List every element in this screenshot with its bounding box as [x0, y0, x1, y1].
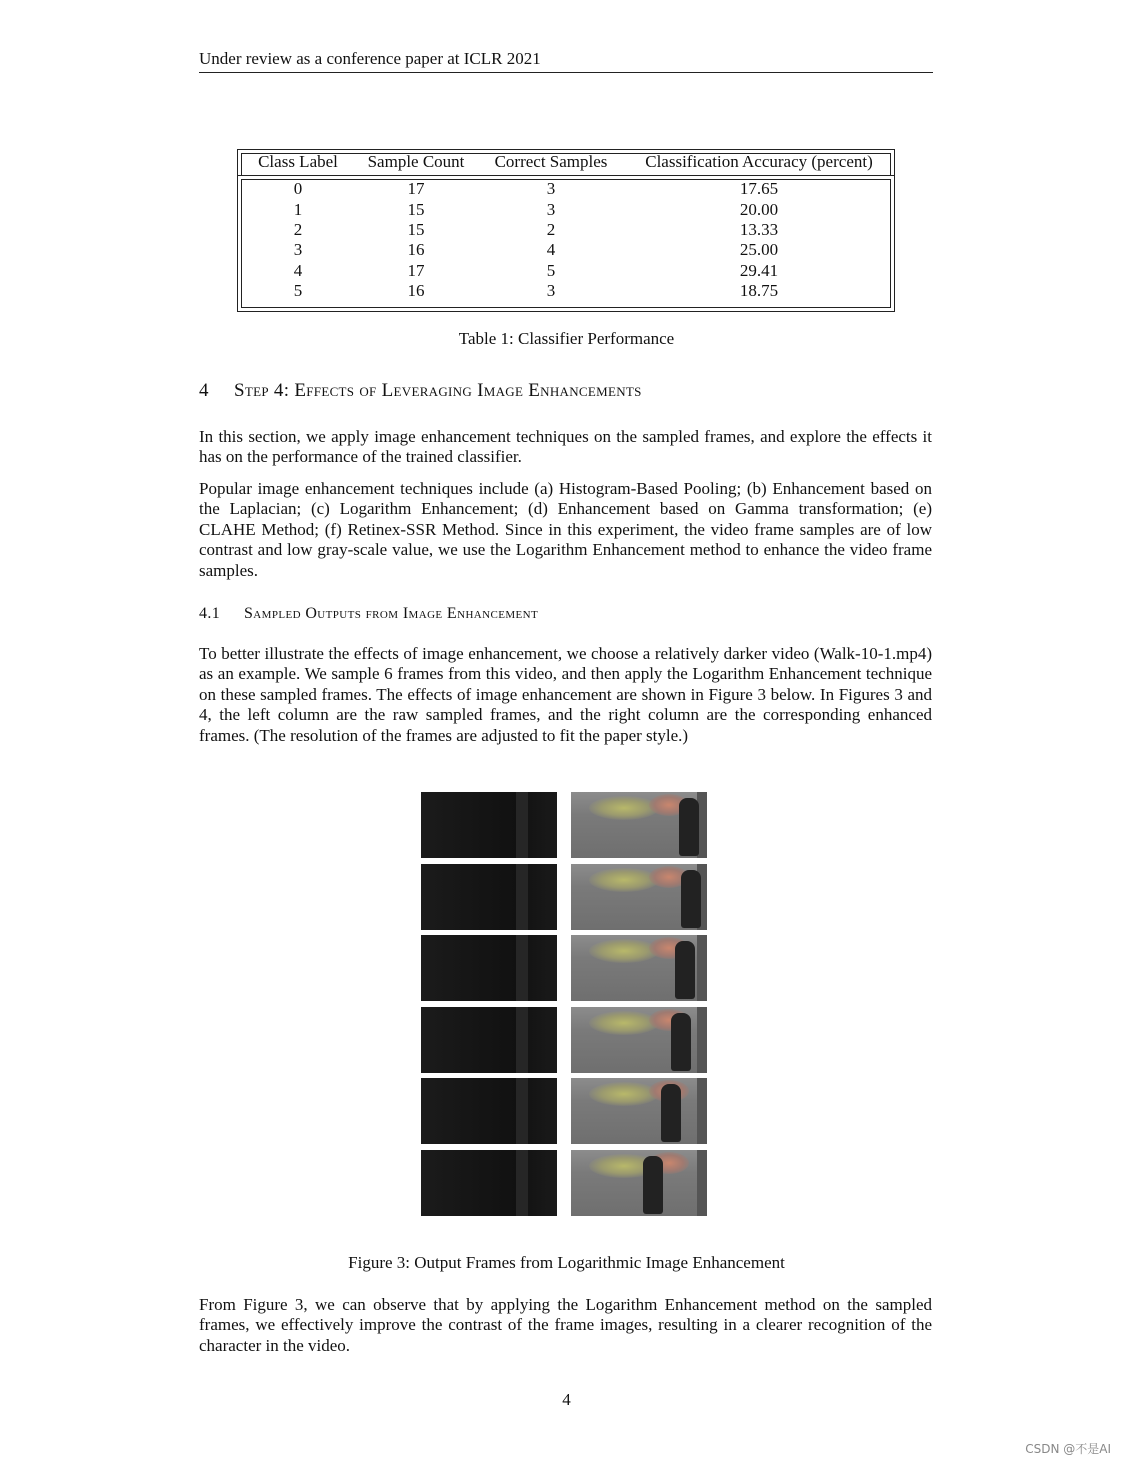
table-cell: 29.41 — [739, 260, 779, 280]
table-cell: 3 — [546, 281, 556, 301]
figure-caption: Figure 3: Output Frames from Logarithmic Image Enhancement — [348, 1253, 785, 1272]
paragraph: In this section, we apply image enhancement techniques on the sampled frames, and explore the effects it has on the performance of the trained classifier. — [199, 427, 932, 467]
section-heading — [199, 380, 642, 402]
table-row — [240, 240, 892, 260]
person-silhouette — [681, 870, 701, 928]
table-cell: 4 — [546, 240, 556, 260]
watermark-label: CSDN @不是AI — [1025, 1442, 1111, 1456]
raw-frame — [421, 864, 557, 930]
table-cell: 2 — [293, 219, 303, 239]
table-cell: 15 — [407, 199, 425, 219]
raw-frame — [421, 1078, 557, 1144]
enhanced-frame — [571, 1078, 707, 1144]
page-number: 4 — [562, 1390, 571, 1409]
table-cell: 5 — [293, 281, 303, 301]
table-header-cell: Sample Count — [367, 152, 465, 171]
subsection-number: 4.1 — [199, 605, 221, 622]
person-silhouette — [679, 798, 699, 856]
section-title: Step 4: Effects of Leveraging Image Enhancements — [234, 380, 642, 401]
door-region — [697, 1078, 707, 1144]
table-row — [240, 261, 892, 281]
table-cell: 17.65 — [739, 179, 779, 199]
table-row — [240, 220, 892, 240]
subsection-heading — [199, 605, 538, 623]
foliage-region — [589, 868, 659, 892]
foliage-region — [589, 1011, 659, 1035]
table-cell: 3 — [293, 240, 303, 260]
table-cell: 15 — [407, 219, 425, 239]
table-header-cell: Correct Samples — [494, 152, 608, 171]
enhanced-frame — [571, 1150, 707, 1216]
foliage-region — [589, 939, 659, 963]
table-cell: 2 — [546, 219, 556, 239]
person-silhouette — [671, 1013, 691, 1071]
performance-table — [240, 150, 892, 301]
raw-frame — [421, 792, 557, 858]
table-cell: 0 — [293, 179, 303, 199]
enhanced-frame — [571, 1007, 707, 1073]
table-cell: 3 — [546, 199, 556, 219]
table-header-cell: Classification Accuracy (percent) — [645, 152, 873, 171]
page-header: Under review as a conference paper at ICLR 2021 — [199, 48, 933, 73]
enhanced-frame — [571, 864, 707, 930]
raw-frame — [421, 935, 557, 1001]
table-cell: 3 — [546, 179, 556, 199]
door-region — [697, 1150, 707, 1216]
foliage-region — [589, 796, 659, 820]
table-cell: 16 — [407, 281, 425, 301]
table-cell: 5 — [546, 260, 556, 280]
paragraph: From Figure 3, we can observe that by applying the Logarithm Enhancement method on the sampled frames, we effectively improve the contrast of the frame images, resulting in a clearer recognition of the character in the video. — [199, 1295, 932, 1355]
person-silhouette — [675, 941, 695, 999]
person-silhouette — [643, 1156, 663, 1214]
table-cell: 1 — [293, 199, 303, 219]
table-cell: 17 — [407, 179, 425, 199]
table-cell: 13.33 — [739, 219, 779, 239]
table-cell: 20.00 — [739, 199, 779, 219]
subsection-title: Sampled Outputs from Image Enhancement — [244, 605, 539, 622]
table-row — [240, 199, 892, 219]
section-number: 4 — [199, 380, 209, 401]
table-cell: 16 — [407, 240, 425, 260]
door-region — [697, 1007, 707, 1073]
table-cell: 4 — [293, 260, 303, 280]
foliage-region — [589, 1082, 659, 1106]
table-caption: Table 1: Classifier Performance — [458, 329, 675, 348]
paragraph: To better illustrate the effects of image enhancement, we choose a relatively darker video (Walk-10-1.mp4) as an example. We sample 6 frames from this video, and then apply the Logarithm Enhancement technique on these sampled frames. The effects of image enhancement are shown in Figure 3 below. In Figures 3 and 4, the left column are the raw sampled frames, and the right column are the corresponding enhanced frames. (The resolution of the frames are adjusted to fit the paper style.) — [199, 644, 932, 745]
person-silhouette — [661, 1084, 681, 1142]
table-row — [240, 174, 892, 199]
raw-frame — [421, 1007, 557, 1073]
table-cell: 25.00 — [739, 240, 779, 260]
table-cell: 18.75 — [739, 281, 779, 301]
table-header-cell: Class Label — [258, 152, 338, 171]
raw-frame — [421, 1150, 557, 1216]
paragraph: Popular image enhancement techniques include (a) Histogram-Based Pooling; (b) Enhancement based on the Laplacian; (c) Logarithm Enhancement; (d) Enhancement based on Gamma transformation; (e) CLAHE Method; (f) Retinex-SSR Method. Since in this experiment, the video frame samples are of low contrast and low gray-scale value, we use the Logarithm Enhancement method to enhance the video frame samples. — [199, 479, 932, 580]
enhanced-frame — [571, 935, 707, 1001]
table-row — [240, 281, 892, 301]
enhanced-frame — [571, 792, 707, 858]
table-cell: 17 — [407, 260, 425, 280]
door-region — [697, 935, 707, 1001]
figure-frames — [421, 792, 711, 1228]
